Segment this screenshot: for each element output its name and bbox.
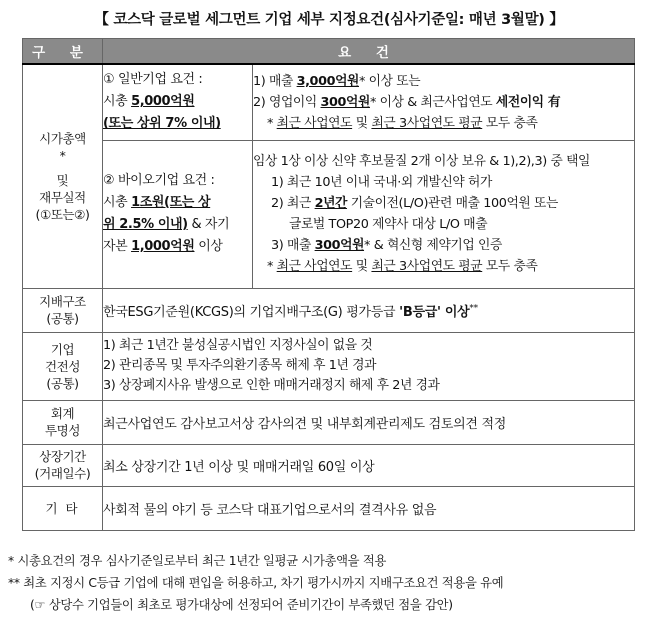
label-soundness: 기업 건전성 (공통): [23, 332, 103, 400]
label-market-cap: 시가총액 * 및 재무실적 (①또는②): [23, 64, 103, 288]
header-category: 구 분: [23, 39, 103, 65]
table-row-governance: [23, 288, 635, 332]
table-row-market-cap-general: [23, 64, 635, 140]
label-governance: 지배구조 (공통): [23, 288, 103, 332]
table-header-row: [23, 39, 635, 65]
table-row-soundness: [23, 332, 635, 400]
footnote-3: (☞ 상당수 기업들이 최초로 평가대상에 선정되어 준비기간이 부족했던 점을 감안): [30, 598, 453, 612]
other-requirement: 사회적 물의 야기 등 코스닥 대표기업으로서의 결격사유 없음: [103, 486, 635, 530]
footnote-2: ** 최초 지정시 C등급 기업에 대해 편입을 허용하고, 차기 평가시까지 지배구조요건 적용을 유예: [8, 576, 504, 590]
bio-company-requirement: ② 바이오기업 요건 : 시총 1조원(또는 상 위 2.5% 이내) & 자기 자본 1,000억원 이상: [103, 140, 253, 288]
document-title: 【 코스닥 글로벌 세그먼트 기업 세부 지정요건(심사기준일: 매년 3월말) 】: [94, 12, 564, 28]
footnote-1: * 시총요건의 경우 심사기준일로부터 최근 1년간 일평균 시가총액을 적용: [8, 554, 387, 568]
label-other: 기 타: [23, 486, 103, 530]
table-row-listing-period: [23, 444, 635, 486]
label-accounting: 회계 투명성: [23, 400, 103, 444]
table-row-market-cap-bio: [23, 140, 635, 288]
bio-company-conditions: 임상 1상 이상 신약 후보물질 2개 이상 보유 & 1),2),3) 중 택일 1) 최근 10년 이내 국내·외 개발신약 허가 2) 최근 2년간 기술이전(L/O)관련 매출 100억원 또는 글로벌 TOP20 제약사 대상 L/O 매출 3) 매출 300억원* & 혁신형 제약기업 인증 * 최근 사업연도 및 최근 3사업연도 평균 모두 충족: [253, 140, 635, 288]
listing-period-requirement: 최소 상장기간 1년 이상 및 매매거래일 60일 이상: [103, 444, 635, 486]
list-item: 2) 관리종목 및 투자주의환기종목 해제 후 1년 경과: [103, 358, 377, 373]
label-listing-period: 상장기간 (거래일수): [23, 444, 103, 486]
soundness-requirements: [103, 332, 635, 400]
governance-requirement: 한국ESG기준원(KCGS)의 기업지배구조(G) 평가등급 'B등급' 이상**: [103, 288, 635, 332]
accounting-requirement: 최근사업연도 감사보고서상 감사의견 및 내부회계관리제도 검토의견 적정: [103, 400, 635, 444]
table-row-accounting: [23, 400, 635, 444]
list-item: 3) 상장폐지사유 발생으로 인한 매매거래정지 해제 후 2년 경과: [103, 378, 440, 393]
general-company-conditions: 1) 매출 3,000억원* 이상 또는 2) 영업이익 300억원* 이상 & 최근사업연도 세전이익 有 * 최근 사업연도 및 최근 3사업연도 평균 모두 충족: [253, 64, 635, 140]
header-requirements: 요 건: [103, 39, 635, 65]
general-company-requirement: ① 일반기업 요건 : 시총 5,000억원 (또는 상위 7% 이내): [103, 64, 253, 140]
footnotes: [8, 550, 503, 616]
table-row-other: [23, 486, 635, 530]
list-item: 1) 최근 1년간 불성실공시법인 지정사실이 없을 것: [103, 338, 373, 353]
requirements-table: [22, 38, 635, 531]
